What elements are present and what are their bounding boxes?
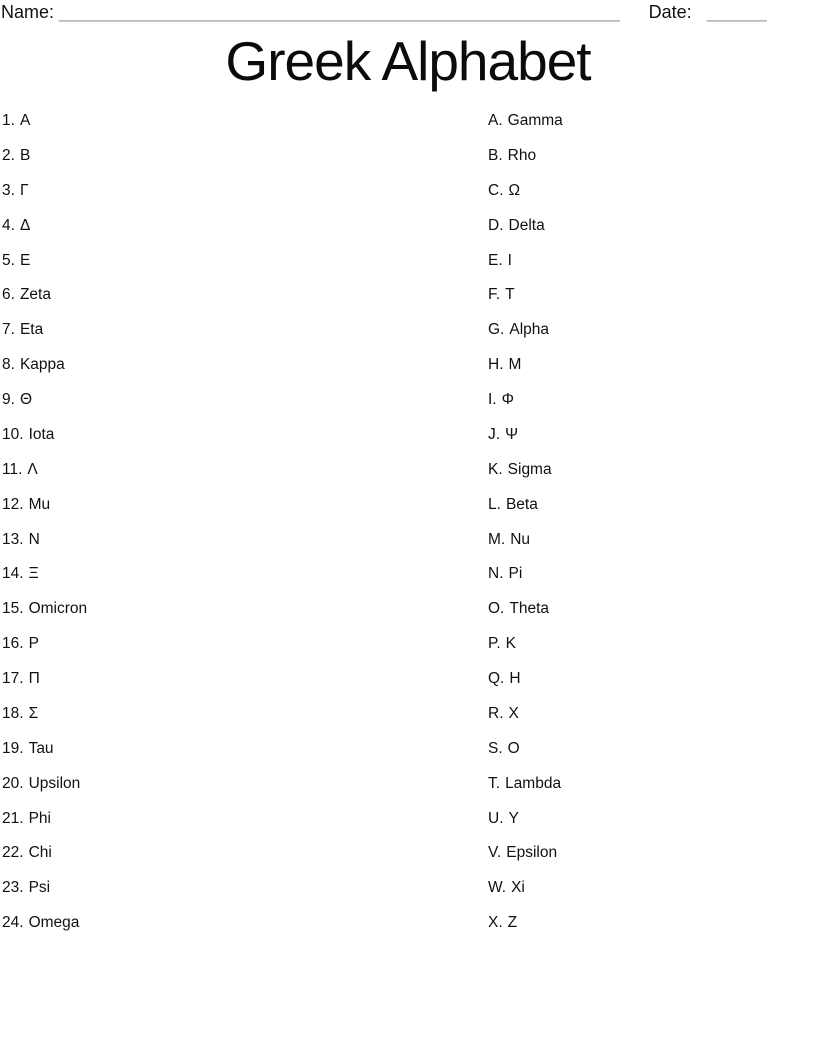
- item-prefix: L.: [488, 495, 501, 513]
- item-prefix: 14.: [2, 565, 24, 583]
- item-prefix: 7.: [2, 321, 15, 339]
- question-item: [2, 802, 442, 837]
- answer-item: [488, 104, 808, 139]
- item-text: Chi: [28, 844, 52, 862]
- answer-item: [488, 836, 808, 871]
- question-item: [2, 627, 442, 662]
- item-text: Rho: [507, 146, 537, 164]
- item-prefix: 22.: [2, 844, 24, 862]
- question-item: [2, 313, 442, 348]
- item-text: Omega: [28, 914, 80, 932]
- item-prefix: 20.: [2, 774, 24, 792]
- item-prefix: 17.: [2, 670, 24, 687]
- item-text: Alpha: [509, 321, 550, 339]
- page-title: Greek Alphabet: [225, 30, 591, 92]
- item-prefix: F.: [488, 286, 501, 304]
- question-item: [2, 592, 442, 627]
- item-prefix: 18.: [2, 704, 24, 722]
- answer-item: [488, 802, 808, 837]
- answer-item: [488, 871, 808, 906]
- question-item: [2, 278, 442, 313]
- item-text: Ν: [28, 530, 40, 548]
- answer-item: [488, 244, 808, 279]
- item-text: Μ: [508, 356, 522, 374]
- item-prefix: 21.: [2, 809, 24, 827]
- item-text: Eta: [19, 321, 44, 339]
- item-prefix: M.: [488, 530, 506, 548]
- item-prefix: D.: [488, 216, 504, 234]
- item-text: Delta: [508, 216, 545, 234]
- item-prefix: B.: [488, 146, 503, 164]
- question-item: [2, 488, 442, 523]
- answer-item: [488, 732, 808, 767]
- item-prefix: T.: [488, 774, 501, 792]
- item-prefix: O.: [488, 600, 505, 618]
- item-text: Tau: [28, 739, 54, 757]
- item-prefix: S.: [488, 739, 503, 757]
- item-text: Κ: [505, 635, 516, 653]
- item-prefix: H.: [488, 356, 504, 374]
- answer-item: [488, 523, 808, 558]
- item-text: Mu: [28, 495, 51, 513]
- answer-item: [488, 348, 808, 383]
- question-item: [2, 871, 442, 906]
- question-item: [2, 244, 442, 279]
- item-text: Beta: [505, 495, 538, 513]
- item-text: Ψ: [505, 425, 519, 443]
- answer-item: [488, 697, 808, 732]
- answer-item: [488, 278, 808, 313]
- question-item: [2, 348, 442, 383]
- question-item: [2, 732, 442, 767]
- item-text: Τ: [505, 286, 515, 304]
- answer-item: [488, 453, 808, 488]
- item-text: Sigma: [507, 460, 552, 478]
- answer-item: [488, 383, 808, 418]
- item-text: Δ: [19, 216, 31, 234]
- item-text: Χ: [508, 704, 519, 722]
- item-text: Xi: [511, 879, 525, 897]
- item-text: Η: [509, 670, 521, 687]
- answer-item: [488, 906, 808, 941]
- answer-item: [488, 418, 808, 453]
- item-prefix: N.: [488, 565, 504, 583]
- answer-item: [488, 627, 808, 662]
- item-prefix: 24.: [2, 914, 24, 932]
- item-text: Gamma: [507, 112, 563, 129]
- item-text: Pi: [508, 565, 523, 583]
- item-text: Υ: [508, 809, 519, 827]
- answer-item: [488, 557, 808, 592]
- question-item: [2, 836, 442, 871]
- item-text: Λ: [27, 460, 38, 478]
- question-item: [2, 906, 442, 941]
- item-text: Θ: [19, 391, 32, 408]
- answer-item: [488, 313, 808, 348]
- item-text: Σ: [28, 704, 39, 722]
- question-item: [2, 104, 442, 139]
- item-prefix: P.: [488, 635, 501, 653]
- item-prefix: K.: [488, 460, 503, 478]
- item-text: Lambda: [505, 774, 562, 792]
- item-prefix: 19.: [2, 739, 24, 757]
- item-prefix: X.: [488, 914, 503, 932]
- question-item: [2, 209, 442, 244]
- item-prefix: V.: [488, 844, 502, 862]
- answer-item: [488, 209, 808, 244]
- item-text: Epsilon: [506, 844, 558, 862]
- item-text: Ρ: [28, 635, 39, 653]
- answers-column: [488, 104, 808, 941]
- item-prefix: 13.: [2, 530, 24, 548]
- question-item: [2, 697, 442, 732]
- question-item: [2, 139, 442, 174]
- item-text: Psi: [28, 879, 51, 897]
- item-text: Ε: [19, 251, 31, 269]
- item-prefix: 3.: [2, 181, 15, 199]
- item-text: Omicron: [28, 600, 88, 618]
- item-text: Φ: [501, 391, 514, 408]
- item-text: Kappa: [19, 356, 65, 374]
- answer-item: [488, 139, 808, 174]
- item-prefix: 8.: [2, 356, 15, 374]
- answer-item: [488, 767, 808, 802]
- item-prefix: 4.: [2, 216, 15, 234]
- item-text: Ξ: [28, 565, 39, 583]
- item-prefix: 10.: [2, 425, 24, 443]
- question-item: [2, 174, 442, 209]
- item-text: Phi: [28, 809, 51, 827]
- item-prefix: U.: [488, 809, 504, 827]
- item-prefix: W.: [488, 879, 507, 897]
- item-text: Ζ: [507, 914, 518, 932]
- date-label: Date:: [648, 2, 692, 22]
- item-prefix: 11.: [2, 460, 23, 478]
- name-label: Name:: [1, 2, 55, 22]
- item-prefix: 12.: [2, 495, 24, 513]
- name-blank-line: ________________________________________________________: [59, 2, 620, 22]
- item-text: Γ: [19, 181, 29, 199]
- answer-item: [488, 592, 808, 627]
- item-prefix: 9.: [2, 391, 15, 408]
- item-prefix: 5.: [2, 251, 15, 269]
- item-prefix: E.: [488, 251, 503, 269]
- item-text: Nu: [510, 530, 531, 548]
- item-prefix: G.: [488, 321, 505, 339]
- item-prefix: 16.: [2, 635, 24, 653]
- answer-item: [488, 662, 808, 697]
- item-text: Upsilon: [28, 774, 81, 792]
- item-prefix: A.: [488, 112, 503, 129]
- item-prefix: J.: [488, 425, 501, 443]
- question-item: [2, 453, 442, 488]
- item-prefix: 23.: [2, 879, 24, 897]
- item-text: Ω: [508, 181, 521, 199]
- question-item: [2, 418, 442, 453]
- item-prefix: 6.: [2, 286, 15, 304]
- question-item: [2, 557, 442, 592]
- date-blank-line: ______: [706, 2, 767, 22]
- item-prefix: C.: [488, 181, 504, 199]
- item-prefix: R.: [488, 704, 504, 722]
- item-text: Π: [28, 670, 40, 687]
- worksheet-header: [1, 1, 816, 23]
- question-item: [2, 767, 442, 802]
- item-text: Zeta: [19, 286, 51, 304]
- item-text: Ι: [507, 251, 512, 269]
- questions-column: [2, 104, 442, 941]
- answer-item: [488, 174, 808, 209]
- item-prefix: 1.: [2, 112, 15, 129]
- item-text: Ο: [507, 739, 520, 757]
- answer-item: [488, 488, 808, 523]
- item-text: Theta: [509, 600, 550, 618]
- item-text: Β: [19, 146, 31, 164]
- item-text: Α: [19, 112, 31, 129]
- item-prefix: I.: [488, 391, 497, 408]
- item-prefix: Q.: [488, 670, 505, 687]
- item-prefix: 15.: [2, 600, 24, 618]
- question-item: [2, 383, 442, 418]
- question-item: [2, 662, 442, 697]
- item-text: Iota: [28, 425, 55, 443]
- item-prefix: 2.: [2, 146, 15, 164]
- question-item: [2, 523, 442, 558]
